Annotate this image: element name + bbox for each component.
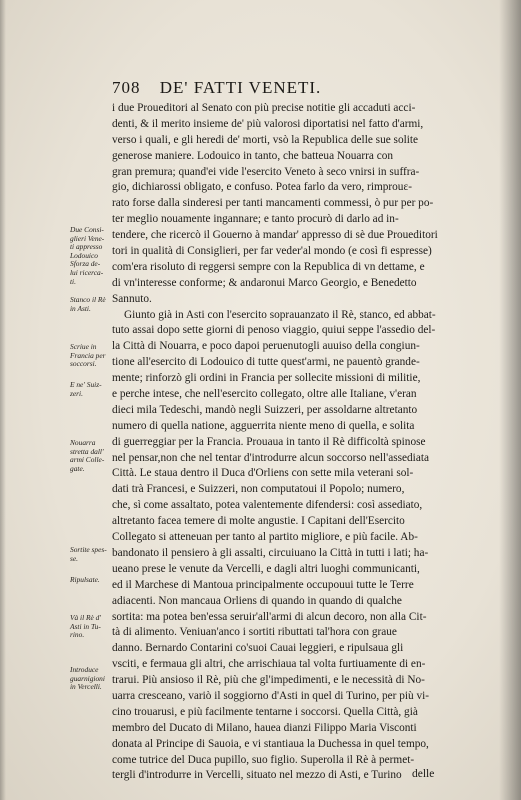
margin-note-line: in Vercelli. — [70, 682, 102, 692]
text-line: cino trouarusi, e più facilmente tentarne i soccorsi. Quella Città, già — [112, 705, 418, 718]
text-line: tori in qualità di Consiglieri, per far veder'al mondo (e così fi espresse) — [112, 245, 432, 258]
text-line: verso i quali, e gli heredi de' morti, vsò la Republica delle sue solite — [112, 133, 419, 146]
margin-note — [70, 546, 114, 563]
text-line: tergli d'introdurre in Vercelli, situato nel mezzo di Asti, e Turino — [112, 769, 402, 782]
text-line: tendere, che ricercò il Gouerno à mandar' appresso di sè due Proueditori — [112, 229, 438, 242]
text-line: mente; rinforzò gli ordini in Francia per sollecite missioni di militie, — [112, 372, 421, 385]
text-line: che, sì come assaltato, potea valentemente difendersi: così assediato, — [112, 499, 423, 512]
margin-note — [70, 576, 114, 585]
margin-note-line: ti appresso — [70, 242, 103, 252]
margin-note-line: Ripulsate. — [70, 575, 100, 584]
margin-note — [70, 439, 114, 473]
text-line: dieci mila Tedeschi, mandò negli Suizzeri, per assoldarne altretanto — [112, 403, 418, 416]
page-number: 708 — [112, 78, 141, 97]
running-head — [112, 78, 442, 98]
margin-note-line: Lodouico — [70, 250, 98, 260]
text-line: gran premura; quand'ei vide l'esercito Veneto à seco vnirsi in suffra- — [112, 165, 420, 178]
margin-note-line: in Asti. — [70, 303, 91, 313]
text-line: donata al Principe di Sauoia, e vi stantiaua la Duchessa in quel tempo, — [112, 737, 429, 750]
margin-note-line: stretta dall' — [70, 446, 104, 456]
margin-note-line: soccorsi. — [70, 359, 97, 369]
text-line: ueano prese le venute da Vercelli, e dagli altri luoghi communicanti, — [112, 562, 420, 575]
text-line: Città. Le staua dentro il Duca d'Orliens con sette mila veterani sol- — [112, 467, 414, 480]
text-line: denti, & il merito insieme de' più valorosi diportatisi nel fatto d'armi, — [112, 117, 424, 130]
text-line: adiacenti. Non mancaua Orliens di quando in quando di qualche — [112, 594, 402, 607]
text-line: Giunto già in Asti con l'esercito soprauanzato il Rè, stanco, ed abbat- — [124, 308, 436, 321]
text-line: dati trà Francesi, e Suizzeri, non computatoui il Popolo; numero, — [112, 483, 405, 496]
margin-note — [70, 343, 114, 369]
margin-note-line: Scriue in — [70, 342, 97, 351]
margin-note-line: Asti in Tu- — [70, 621, 101, 631]
margin-note — [70, 296, 114, 313]
margin-note-line: E ne' Suiz- — [70, 380, 102, 389]
body-text — [112, 101, 467, 784]
gutter-shadow — [499, 0, 521, 800]
text-line: rato forse dalla sinderesi per tanti mancamenti commessi, ò pur per po- — [112, 197, 434, 210]
text-line: tà di alimento. Veniuan'anco i sortiti ributtati tal'hora con graue — [112, 626, 397, 639]
margin-note-line: Francia per — [70, 350, 106, 360]
margin-note-line: Và il Rè d' — [70, 613, 101, 622]
catchword: delle — [412, 768, 435, 780]
text-line: gio, dichiarossi obligato, e confuso. Potea farlo da vero, rimprouε- — [112, 181, 412, 194]
text-line: vsciti, e fermaua gli altri, che arrischiaua tal volta furtiuamente di en- — [112, 658, 426, 671]
margin-note-line: zeri. — [70, 388, 83, 398]
margin-note — [70, 666, 114, 692]
text-line: di guerreggiar per la Francia. Prouaua in tanto il Rè difficoltà spinose — [112, 435, 426, 448]
text-line: trarui. Più ansioso il Rè, più che gl'impedimenti, e le necessità di No- — [112, 674, 425, 687]
text-line: altretanto facea temere di molte angustie. I Capitani dell'Esercito — [112, 515, 405, 528]
margin-note-line: gate. — [70, 463, 85, 473]
text-line: tione all'esercito di Lodouico di tutte quest'armi, ne pauentò grande- — [112, 356, 420, 369]
text-line: Collegato si atteneuan per tanto al partito migliore, e più facile. Ab- — [112, 531, 418, 544]
text-line: la Città di Nouarra, e poco dapoi peruenutogli auuiso della congiun- — [112, 340, 420, 353]
margin-note-line: glieri Vene- — [70, 233, 105, 243]
text-line: come tutrice del Duca pupillo, suo figlio. Superolla il Rè à permet- — [112, 753, 415, 766]
margin-note-line: Sforza de- — [70, 259, 101, 269]
margin-note — [70, 226, 114, 286]
page-edge-shadow — [0, 0, 6, 800]
text-line: com'era risoluto di reggersi sempre con la Republica di vn dettame, e — [112, 260, 425, 273]
margin-note — [70, 614, 114, 640]
text-line: nel pensar,non che nel tentar d'introdurre alcun soccorso nell'assediata — [112, 451, 429, 464]
text-line: e perche intese, che nell'esercito collegato, oltre alle Italiane, v'eran — [112, 388, 417, 401]
margin-note — [70, 381, 114, 398]
margin-note-line: Stanco il Rè — [70, 295, 106, 304]
text-line: Sannuto. — [112, 292, 152, 305]
margin-note-line: Sortite spes- — [70, 545, 107, 554]
margin-note-line: guarnigioni — [70, 673, 105, 683]
text-line: numero di quella natione, agguerrita niente meno di quella, e solita — [112, 419, 415, 432]
margin-note-line: Nouarra — [70, 438, 96, 447]
text-line: tuto assai dopo sette giorni di penoso viaggio, quiui seppe l'assedio del- — [112, 324, 436, 337]
margin-note-line: armi Colle- — [70, 455, 105, 465]
margin-note-line: Introduce — [70, 665, 99, 674]
text-line: ter meglio nouamente ingannare; e tanto procurò di darlo ad in- — [112, 213, 399, 226]
text-line: generose maniere. Lodouico in tanto, che batteua Nouarra con — [112, 149, 394, 162]
margin-note-line: ti. — [70, 276, 76, 286]
text-line: di vn'interesse conforme; & andaronui Marco Georgio, e Benedetto — [112, 276, 417, 289]
text-line: membro del Ducato di Milano, hauea dianzi Filippo Maria Visconti — [112, 721, 417, 734]
text-line: i due Proueditori al Senato con più precise notitie gli accaduti acci- — [112, 102, 416, 114]
text-line: sortita: ma potea ben'essa seruir'all'armi di alcun decoro, non alla Cit- — [112, 610, 427, 623]
margin-note-line: Due Consi- — [70, 225, 104, 234]
text-line: danno. Bernardo Contarini co'suoi Cauai leggieri, e ripulsaua gli — [112, 642, 404, 655]
margin-note-line: se. — [70, 553, 79, 563]
margin-note-line: rino. — [70, 630, 85, 640]
text-line: ed il Marchese di Mantoua principalmente occupouui tutte le Terre — [112, 578, 414, 591]
text-line: bandonato il pensiero à gli assalti, circuiuano la Città in tutti i lati; ha- — [112, 546, 429, 559]
text-line: uarra cresceano, variò il soggiorno d'Asti in quel di Turino, per più vi- — [112, 689, 430, 702]
margin-note-line: lui ricerca- — [70, 267, 104, 277]
running-title: DE' FATTI VENETI. — [159, 78, 322, 97]
